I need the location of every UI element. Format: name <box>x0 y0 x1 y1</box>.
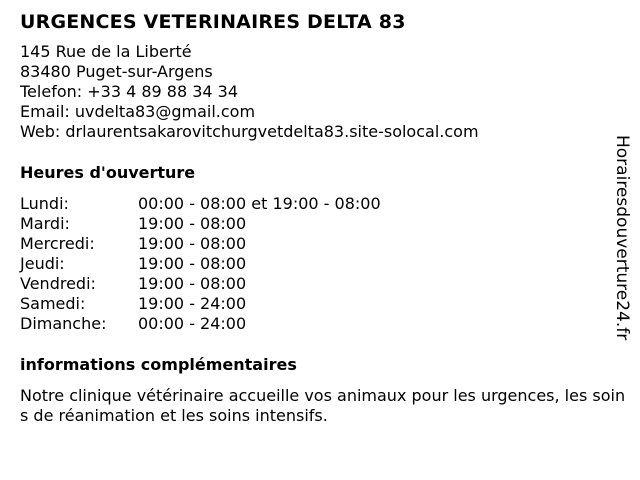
business-name: URGENCES VETERINAIRES DELTA 83 <box>20 11 406 33</box>
hours-row <box>20 234 620 254</box>
hours-time: 19:00 - 08:00 <box>138 274 247 293</box>
hours-day: Vendredi: <box>20 274 96 293</box>
hours-heading: Heures d'ouverture <box>20 163 196 182</box>
hours-day: Mercredi: <box>20 234 95 253</box>
hours-row <box>20 214 620 234</box>
hours-day: Lundi: <box>20 194 69 213</box>
hours-time: 19:00 - 08:00 <box>138 234 247 253</box>
hours-row <box>20 194 620 214</box>
hours-row <box>20 254 620 274</box>
hours-row <box>20 314 620 334</box>
hours-row <box>20 274 620 294</box>
email-text: Email: uvdelta83@gmail.com <box>20 102 256 121</box>
hours-row <box>20 294 620 314</box>
phone-text: Telefon: +33 4 89 88 34 34 <box>20 82 239 101</box>
hours-day: Dimanche: <box>20 314 107 333</box>
contact-block <box>20 42 620 142</box>
hours-time: 19:00 - 08:00 <box>138 214 247 233</box>
hours-time: 00:00 - 08:00 et 19:00 - 08:00 <box>138 194 381 213</box>
hours-table <box>20 194 620 334</box>
hours-day: Mardi: <box>20 214 70 233</box>
web-text: Web: drlaurentsakarovitchurgvetdelta83.site-solocal.com <box>20 122 479 141</box>
hours-day: Jeudi: <box>20 254 65 273</box>
address-line-1: 145 Rue de la Liberté <box>20 42 192 61</box>
hours-time: 00:00 - 24:00 <box>138 314 247 333</box>
info-text: Notre clinique vétérinaire accueille vos animaux pour les urgences, les soins de réanimation et les soins intensifs. <box>20 386 626 425</box>
side-brand-watermark: Horairesdouverture24.fr <box>612 135 632 341</box>
hours-time: 19:00 - 08:00 <box>138 254 247 273</box>
hours-time: 19:00 - 24:00 <box>138 294 247 313</box>
hours-day: Samedi: <box>20 294 86 313</box>
address-line-2: 83480 Puget-sur-Argens <box>20 62 213 81</box>
info-heading: informations complémentaires <box>20 355 297 374</box>
